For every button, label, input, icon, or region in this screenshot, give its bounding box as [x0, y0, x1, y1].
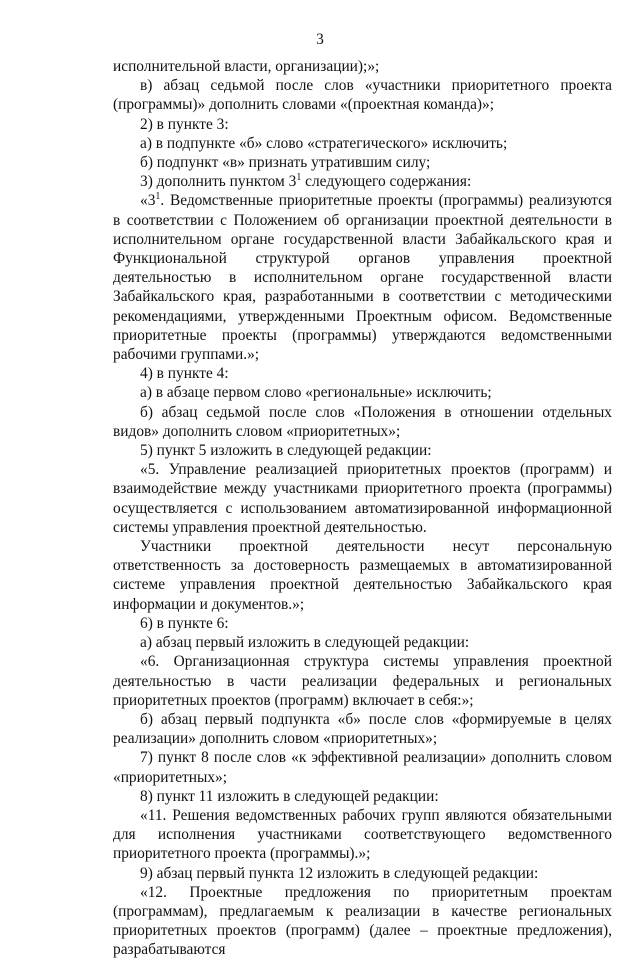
paragraph: б) подпункт «в» признать утратившим силу;	[140, 154, 431, 172]
paragraph: 6) в пункте 6:	[140, 614, 229, 632]
paragraph: а) в подпункте «б» слово «стратегического» исключить;	[140, 134, 508, 152]
paragraph: 2) в пункте 3:	[140, 115, 229, 133]
page-number: 3	[316, 31, 324, 48]
paragraph: «5. Управление реализацией приоритетных проектов (программ) и взаимодействие между участниками приоритетного проекта (программы) осуществляется с использованием автоматизированной информационной системы управления проектной деятельностью.	[113, 461, 612, 536]
paragraph: 3) дополнить пунктом $3^1$ следующего содержания:	[140, 172, 472, 191]
paragraph: «$3^1$. Ведомственные приоритетные проекты (программы) реализуются в соответствии с Положением об организации проектной деятельности в исполнительном органе государственной власти Забайкальского края и Функциональной структурой органов управления проектной деятельностью в исполнительном органе государственной власти Забайкальского края, разработанными в соответствии с методическими рекомендациями, утвержденными Проектным офисом. Ведомственные приоритетные проекты (программы) утверждаются ведомственными рабочими группами.»;	[113, 191, 612, 364]
superscript-one: 1	[155, 191, 161, 203]
paragraph: «6. Организационная структура системы управления проектной деятельностью в части реализации федеральных и региональных приоритетных проектов (программ) включает в себя:»;	[113, 653, 612, 709]
paragraph: а) абзац первый изложить в следующей редакции:	[140, 634, 470, 652]
paragraph: б) абзац первый подпункта «б» после слов «формируемые в целях реализации» дополнить словом «приоритетных»;	[113, 710, 612, 748]
paragraph: 9) абзац первый пункта 12 изложить в следующей редакции:	[140, 864, 539, 882]
paragraph: 4) в пункте 4:	[140, 365, 229, 383]
paragraph: «12. Проектные предложения по приоритетным проектам (программам), предлагаемым к реализации в качестве региональных приоритетных проектов (программ) (далее – проектные предложения), разрабатываются	[113, 883, 612, 959]
paragraph: Участники проектной деятельности несут персональную ответственность за достоверность размещаемых в автоматизированной системе управления проектной деятельностью Забайкальского края информации и документов.»;	[113, 538, 612, 613]
paragraph: исполнительной власти, организации);»;	[113, 58, 380, 75]
paragraph: «11. Решения ведомственных рабочих групп являются обязательными для исполнения участниками соответствующего ведомственного приоритетного проекта (программы).»;	[113, 806, 612, 863]
paragraph: 7) пункт 8 после слов «к эффективной реализации» дополнить словом «приоритетных»;	[113, 749, 612, 786]
paragraph: 8) пункт 11 изложить в следующей редакции:	[140, 787, 439, 805]
paragraph: 5) пункт 5 изложить в следующей редакции:	[140, 442, 432, 460]
paragraph: а) в абзаце первом слово «региональные» исключить;	[140, 384, 492, 402]
superscript-one: 1	[296, 172, 302, 184]
document-body	[113, 57, 612, 960]
paragraph: б) абзац седьмой после слов «Положения в отношении отдельных видов» дополнить словом «приоритетных»;	[113, 403, 612, 440]
paragraph: в) абзац седьмой после слов «участники приоритетного проекта (программы)» дополнить словами «(проектная команда)»;	[113, 77, 612, 114]
